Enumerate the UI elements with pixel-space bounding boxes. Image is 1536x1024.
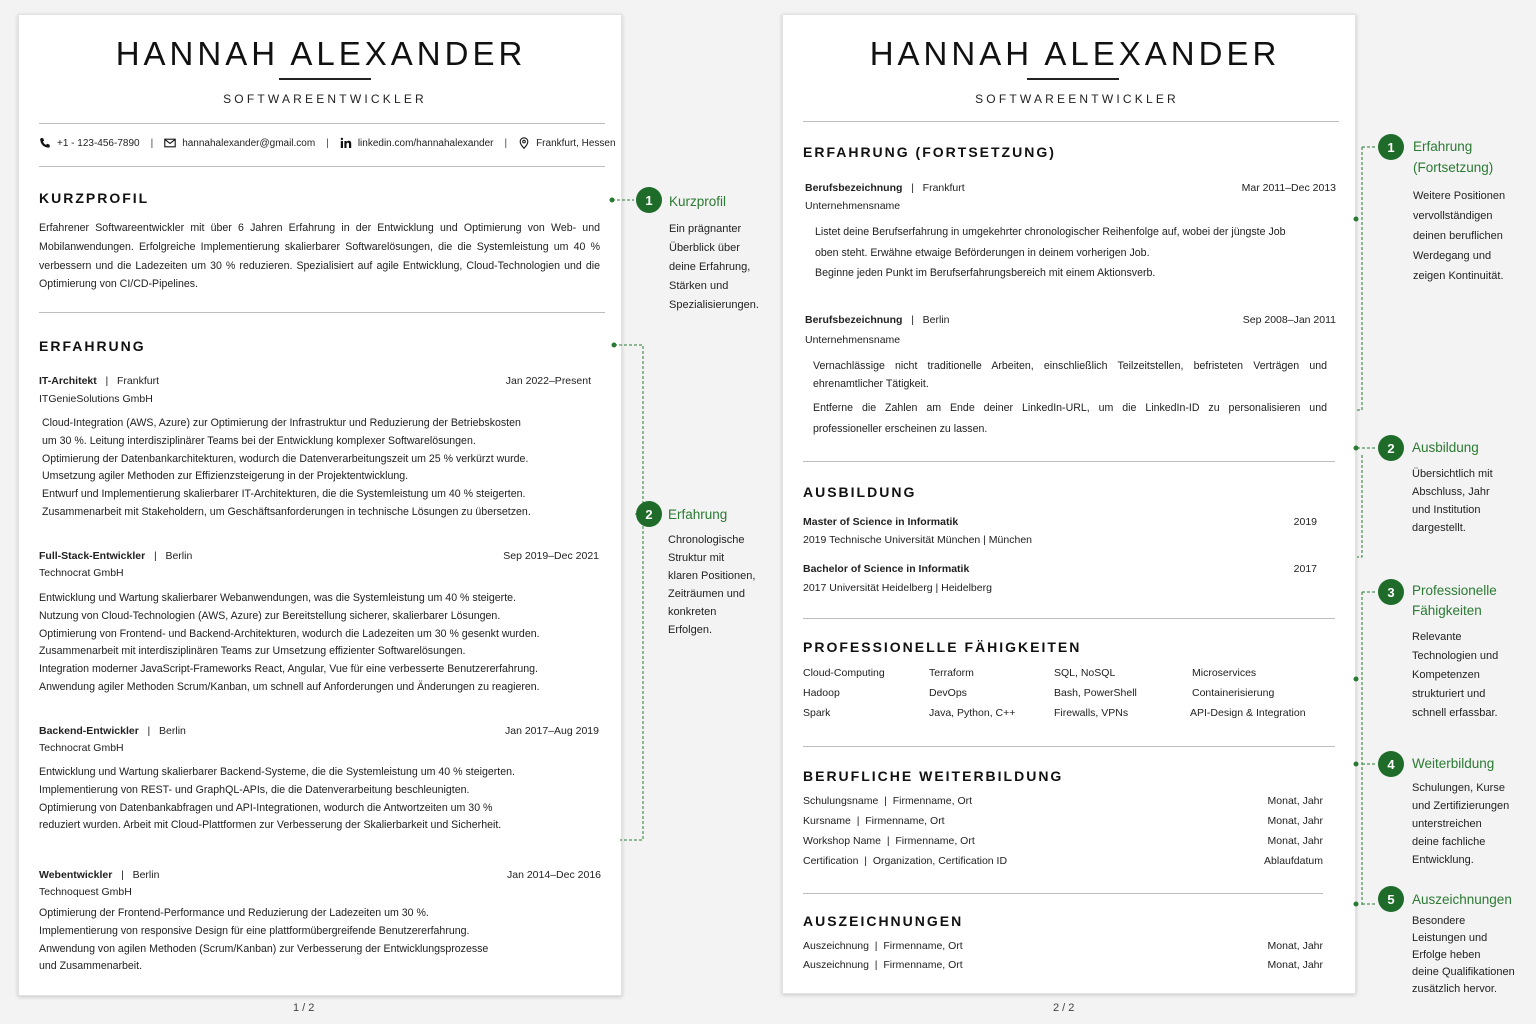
- divider: [803, 461, 1335, 462]
- section-heading-experience-cont: ERFAHRUNG (FORTSETZUNG): [803, 144, 1056, 160]
- skill-item: Bash, PowerShell: [1054, 687, 1137, 699]
- callout-text: Schulungen, Kurse und Zertifizierungen unterstreichen deine fachliche Entwicklung.: [1412, 782, 1510, 866]
- divider: [803, 746, 1335, 747]
- job-bullets: Entwicklung und Wartung skalierbarer Webanwendungen, was die Systemleistung um 40 % steigerte. Nutzung von Cloud-Technologien (AWS, Azure) zur Bereitstellung sicherer, skalierbarer Lösungen. Optimierung von Frontend- und Backend-Architekturen, wodurch die Ladezeiten um 30 % gesenkt wurden. Zusammenarbeit mit interdisziplinären Teams zur Umsetzung effizienter Softwarelösungen. Integration moderner JavaScript-Frameworks React, Angular, Vue für eine verbesserte Benutzererfahrung. Anwendung agiler Methoden Scrum/Kanban, um schnell auf Anforderungen und Änderungen zu reagieren.: [39, 592, 540, 693]
- callout-badge: 2: [1378, 435, 1404, 461]
- contact-phone: +1 - 123-456-7890: [39, 137, 140, 149]
- divider: [39, 123, 605, 124]
- callout-text: Relevante Technologien und Kompetenzen strukturiert und schnell erfassbar.: [1412, 631, 1499, 719]
- training-date: Ablaufdatum: [1264, 855, 1323, 867]
- section-heading-awards: AUSZEICHNUNGEN: [803, 913, 964, 929]
- resume-page-1: [18, 14, 622, 996]
- callout-badge: 2: [636, 501, 662, 527]
- job-note: Vernachlässige nicht traditionelle Arbeiten, einschließlich Teilzeitstellen, befristeten Verträgen und ehrenamtlicher Tätigkeit.: [813, 360, 1327, 390]
- skill-item: Hadoop: [803, 687, 840, 699]
- job-dates: Jan 2014–Dec 2016: [507, 869, 601, 881]
- callout-text: Chronologische Struktur mit klaren Positionen, Zeiträumen und konkreten Erfolgen.: [668, 534, 756, 636]
- education-degree: Master of Science in Informatik: [803, 516, 959, 528]
- callout-badge: 4: [1378, 751, 1404, 777]
- callout-badge: 3: [1378, 579, 1404, 605]
- award-item: Auszeichnung | Firmenname, Ort: [803, 959, 963, 971]
- job-company: ITGenieSolutions GmbH: [39, 393, 153, 405]
- callout-text: Ein prägnanter Überblick über deine Erfahrung, Stärken und Spezialisierungen.: [669, 223, 759, 311]
- job-dates: Sep 2008–Jan 2011: [1242, 314, 1336, 326]
- skill-item: Spark: [803, 707, 831, 719]
- callout-title: Erfahrung (Fortsetzung): [1413, 139, 1494, 175]
- summary-text: Erfahrener Softwareentwickler mit über 6 Jahren Erfahrung in der Entwicklung und Optimierung von Web- und Mobilanwendungen. Erfolgreiche Implementierung skalierbarer Softwarelösungen, die die Systemleistung um 40 % verbessern und die Ladezeiten um 30 % reduzieren. Spezialisiert auf agile Entwicklung, Cloud-Technologien und die Optimierung von CI/CD-Pipelines.: [39, 222, 600, 291]
- callout-title: Weiterbildung: [1412, 756, 1495, 771]
- skills-grid: [803, 667, 1343, 727]
- training-date: Monat, Jahr: [1267, 835, 1323, 847]
- section-heading-experience: ERFAHRUNG: [39, 338, 146, 354]
- job-bullets: Entwicklung und Wartung skalierbarer Backend-Systeme, die die Systemleistung um 40 % steigerten. Implementierung von REST- und GraphQL-APIs, die die Datenverarbeitung beschleunigten. Optimierung von Datenbankabfragen und API-Integrationen, wodurch die Antwortzeiten um 30 % reduziert wurden. Arbeit mit Cloud-Plattformen zur Verbesserung der Skalierbarkeit und Sicherheit.: [39, 766, 515, 832]
- divider: [803, 121, 1339, 122]
- award-date: Monat, Jahr: [1267, 959, 1323, 971]
- training-date: Monat, Jahr: [1267, 815, 1323, 827]
- resume-name: HANNAH ALEXANDER: [115, 35, 527, 72]
- job-company: Technocrat GmbH: [39, 567, 124, 579]
- education-degree: Bachelor of Science in Informatik: [803, 563, 970, 575]
- resume-page-2: [782, 14, 1356, 994]
- skill-item: Containerisierung: [1192, 687, 1275, 699]
- page-number: 2 / 2: [1053, 1002, 1075, 1014]
- callout-title: Ausbildung: [1412, 440, 1479, 455]
- section-heading-skills: PROFESSIONELLE FÄHIGKEITEN: [803, 639, 1082, 655]
- award-date: Monat, Jahr: [1267, 940, 1323, 952]
- job-dates: Mar 2011–Dec 2013: [1241, 182, 1336, 194]
- job-bullets: Listet deine Berufserfahrung in umgekehrter chronologischer Reihenfolge auf, wobei der jüngste Job oben steht. Erwähne etwaige Beförderungen in deinem vorherigen Job. Beginne jeden Punkt im Berufserfahrungsbereich mit einem Aktionsverb.: [815, 226, 1286, 279]
- contact-separator: |: [326, 137, 329, 149]
- job-dates: Sep 2019–Dec 2021: [503, 550, 599, 562]
- callout-title: Erfahrung: [668, 507, 728, 522]
- training-item: Certification | Organization, Certification ID: [803, 855, 1008, 867]
- skill-item: API-Design & Integration: [1190, 707, 1306, 719]
- callout-text: Übersichtlich mit Abschluss, Jahr und Institution dargestellt.: [1412, 468, 1493, 534]
- job-header: Backend-Entwickler | Berlin: [39, 725, 186, 737]
- section-heading-education: AUSBILDUNG: [803, 484, 917, 500]
- contact-separator: |: [150, 137, 154, 149]
- skill-item: Cloud-Computing: [803, 667, 885, 679]
- education-year: 2019: [1293, 516, 1317, 528]
- callout-badge: 1: [636, 187, 662, 213]
- education-year: 2017: [1293, 563, 1317, 575]
- job-bullets: Optimierung der Frontend-Performance und Reduzierung der Ladezeiten um 30 %. Implementierung von responsive Design für eine plattformübergreifende Benutzererfahrung. Anwendung von agilen Methoden (Scrum/Kanban) zur Verbesserung der Entwicklungsprozesse und Zusammenarbeit.: [39, 907, 489, 973]
- training-date: Monat, Jahr: [1267, 795, 1323, 807]
- callout-title: Professionelle Fähigkeiten: [1412, 583, 1497, 618]
- skill-item: Microservices: [1192, 667, 1257, 679]
- callout-badge: 1: [1378, 134, 1404, 160]
- job-header: Berufsbezeichnung | Berlin: [805, 314, 950, 326]
- contact-separator: |: [504, 137, 508, 149]
- job-company: Unternehmensname: [805, 200, 901, 212]
- training-item: Workshop Name | Firmenname, Ort: [803, 835, 975, 847]
- callout-title: Kurzprofil: [669, 194, 727, 209]
- page-number: 1 / 2: [293, 1002, 315, 1014]
- job-header: Berufsbezeichnung | Frankfurt: [805, 182, 965, 194]
- resume-name: HANNAH ALEXANDER: [869, 35, 1281, 72]
- job-company: Technoquest GmbH: [39, 886, 132, 898]
- divider: [803, 618, 1335, 619]
- callout-text: Besondere Leistungen und Erfolge heben deine Qualifikationen zusätzlich hervor.: [1412, 915, 1515, 995]
- education-detail: 2019 Technische Universität München | München: [803, 534, 1033, 546]
- name-underline: [279, 78, 371, 80]
- contact-email[interactable]: hannahalexander@gmail.com: [164, 137, 315, 149]
- section-heading-summary: KURZPROFIL: [39, 190, 150, 206]
- training-item: Schulungsname | Firmenname, Ort: [803, 795, 973, 807]
- job-header: Full-Stack-Entwickler | Berlin: [39, 550, 193, 562]
- callout-text: Weitere Positionen vervollständigen deinen beruflichen Werdegang und zeigen Kontinuität.: [1413, 190, 1506, 282]
- job-note: Entferne die Zahlen am Ende deiner LinkedIn-URL, um die LinkedIn-ID zu personalisieren und professioneller erscheinen zu lassen.: [813, 402, 1327, 435]
- job-company: Unternehmensname: [805, 334, 901, 346]
- divider: [803, 893, 1323, 894]
- job-company: Technocrat GmbH: [39, 742, 124, 754]
- skill-item: SQL, NoSQL: [1054, 667, 1116, 679]
- skill-item: Firewalls, VPNs: [1054, 707, 1129, 719]
- skill-item: DevOps: [929, 687, 967, 699]
- contact-linkedin[interactable]: linkedin.com/hannahalexander: [340, 137, 494, 149]
- location-pin-icon: [518, 137, 530, 149]
- resume-role: SOFTWAREENTWICKLER: [223, 92, 427, 106]
- phone-icon: [39, 137, 51, 149]
- job-dates: Jan 2017–Aug 2019: [504, 725, 599, 737]
- skill-item: Terraform: [929, 667, 974, 679]
- callout-badge: 5: [1378, 886, 1404, 912]
- education-detail: 2017 Universität Heidelberg | Heidelberg: [803, 582, 992, 594]
- job-header: IT-Architekt | Frankfurt: [39, 375, 160, 387]
- section-heading-training: BERUFLICHE WEITERBILDUNG: [803, 768, 1064, 784]
- job-header: Webentwickler | Berlin: [39, 869, 160, 881]
- contact-location: Frankfurt, Hessen: [518, 137, 615, 149]
- skill-item: Java, Python, C++: [929, 707, 1016, 719]
- mail-icon: [164, 137, 176, 149]
- job-dates: Jan 2022–Present: [505, 375, 591, 387]
- divider: [39, 312, 605, 313]
- name-underline: [1027, 78, 1119, 80]
- contact-bar: [39, 137, 616, 149]
- job-bullets: Cloud-Integration (AWS, Azure) zur Optimierung der Infrastruktur und Reduzierung der Betriebskosten um 30 %. Leitung interdisziplinärer Teams bei der Entwicklung komplexer Softwarelösungen. Optimierung der Datenbankarchitekturen, wodurch die Datenverarbeitungszeit um 25 % verkürzt wurde. Umsetzung agiler Methoden zur Effizienzsteigerung in der Projektentwicklung. Entwurf und Implementierung skalierbarer IT-Architekturen, die die Systemleistung um 40 % steigerten. Zusammenarbeit mit Stakeholdern, um Geschäftsanforderungen in technische Lösungen zu übersetzen.: [42, 417, 531, 518]
- resume-role: SOFTWAREENTWICKLER: [975, 92, 1179, 106]
- linkedin-icon: [340, 137, 352, 149]
- award-item: Auszeichnung | Firmenname, Ort: [803, 940, 963, 952]
- callout-title: Auszeichnungen: [1412, 892, 1512, 907]
- training-item: Kursname | Firmenname, Ort: [803, 815, 945, 827]
- divider: [39, 166, 605, 167]
